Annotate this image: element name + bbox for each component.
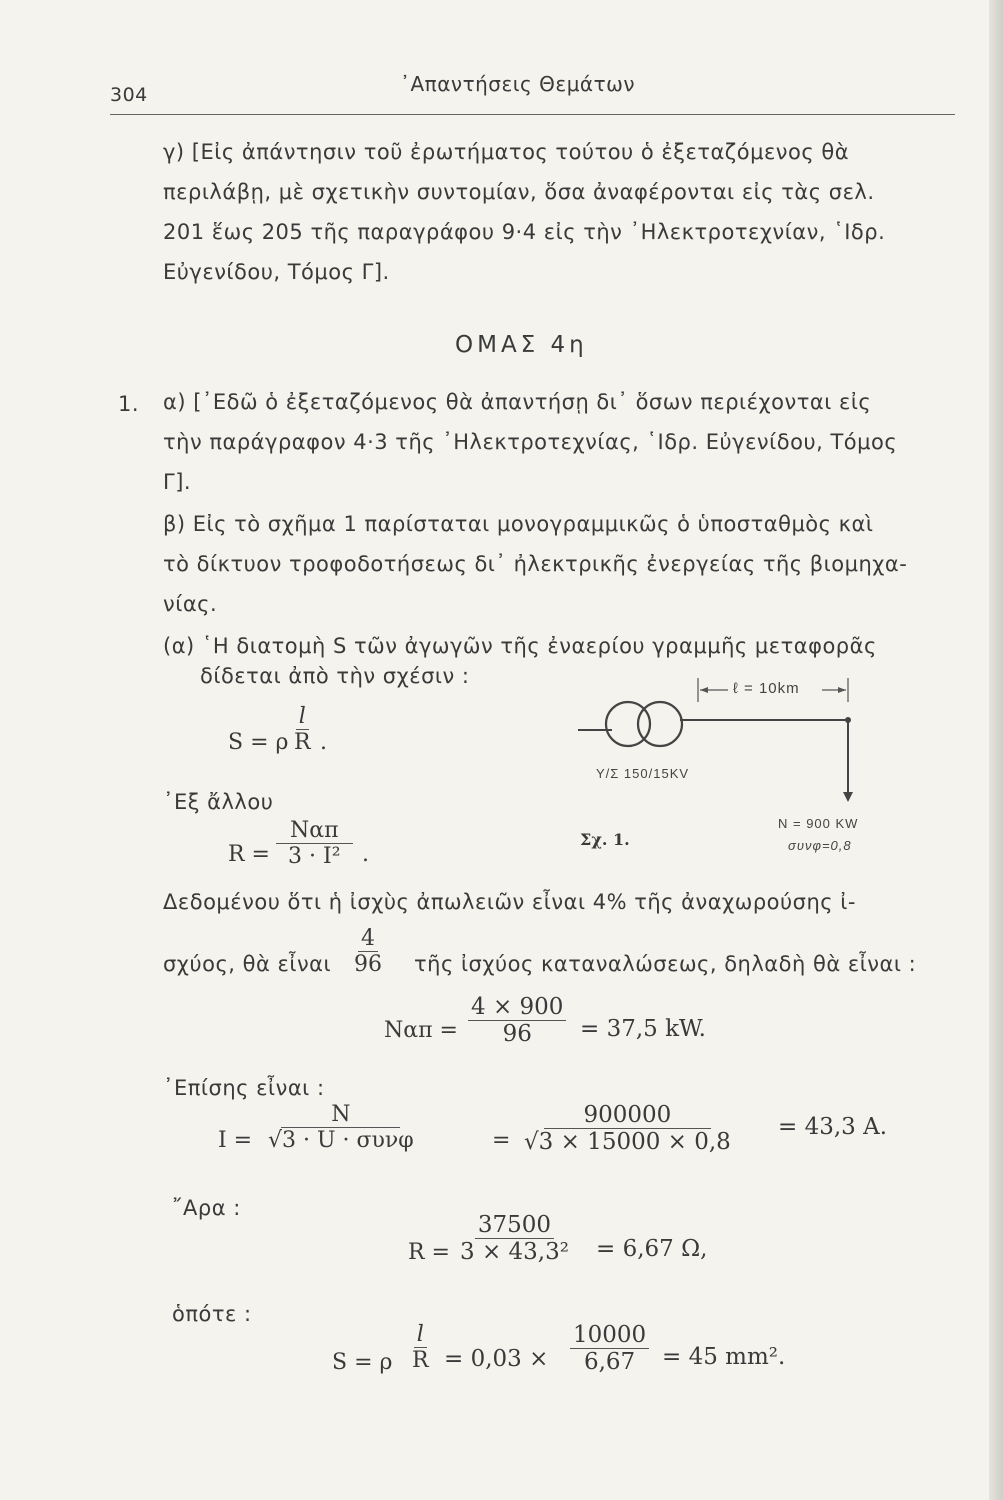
formula-s-den: R xyxy=(294,730,311,756)
ara-text: ῎Αρα : xyxy=(172,1196,241,1220)
alpha-line-2: τὴν παράγραφον 4·3 τῆς ᾽Ηλεκτροτεχνίας, ῾Ιδρ. Εὐγενίδου, Τόμος xyxy=(163,430,898,454)
formula-s2-fraction-1 xyxy=(412,1322,429,1375)
alpha-line-1: α) [᾽Εδῶ ὁ ἐξεταζόμενος θὰ ἀπαντήσῃ δι᾽ ὅσων περιέχονται εἰς xyxy=(163,390,872,414)
losses-line-2a: σχύος, θὰ εἶναι xyxy=(163,952,332,976)
page-number: 304 xyxy=(110,84,148,106)
gamma-line-2: περιλάβῃ, μὲ σχετικὴν συντομίαν, ὅσα ἀναφέρονται εἰς τὰς σελ. xyxy=(163,180,875,204)
page-edge xyxy=(989,0,1003,1500)
dimension-arrow-right-icon xyxy=(838,687,846,693)
formula-r-num: Nαπ xyxy=(276,818,353,844)
beta-line-1: β) Εἰς τὸ σχῆμα 1 παρίσταται μονογραμμικῶς ὁ ὑποσταθμὸς καὶ xyxy=(163,512,874,536)
formula-s-lhs: S = ρ xyxy=(228,730,289,755)
gamma-line-1: γ) [Εἰς ἀπάντησιν τοῦ ἐρωτήματος τούτου ὁ ἐξεταζόμενος θὰ xyxy=(163,140,850,164)
line-length-label: ℓ = 10km xyxy=(733,680,800,697)
formula-r-tail: . xyxy=(362,842,369,867)
item-number: 1. xyxy=(118,392,140,416)
load-arrow-icon xyxy=(843,792,853,802)
formula-r-lhs: R = xyxy=(228,842,270,867)
formula-nap-den: 96 xyxy=(502,1021,532,1048)
formula-r2-lhs: R = xyxy=(408,1240,450,1265)
sub-alpha-line-2: δίδεται ἀπὸ τὴν σχέσιν : xyxy=(200,664,470,688)
formula-s2-lhs: S = ρ xyxy=(332,1350,393,1375)
dimension-arrow-left-icon xyxy=(700,687,708,693)
formula-r2-num: 37500 xyxy=(475,1212,554,1239)
formula-i-fraction-1 xyxy=(268,1102,414,1155)
figure-caption: Σχ. 1. xyxy=(580,830,630,849)
transformer-label: Υ/Σ 150/15ΚV xyxy=(596,766,690,781)
formula-i-fraction-2 xyxy=(524,1102,731,1157)
alpha-line-3: Γ]. xyxy=(163,470,192,494)
formula-s2-num1: l xyxy=(414,1322,427,1348)
gamma-line-3: 201 ἕως 205 τῆς παραγράφου 9·4 εἰς τὴν ᾽Ηλεκτροτεχνίαν, ῾Ιδρ. xyxy=(163,220,886,244)
losses-line-1: Δεδομένου ὅτι ἡ ἰσχὺς ἀπωλειῶν εἶναι 4% τῆς ἀναχωρούσης ἰ- xyxy=(163,890,856,914)
formula-s-num: l xyxy=(296,704,309,730)
formula-i-num1: N xyxy=(281,1102,400,1128)
formula-i-num2: 900000 xyxy=(544,1102,712,1129)
opote-text: ὁπότε : xyxy=(172,1302,252,1326)
transformer-secondary-winding xyxy=(638,702,682,746)
load-power-label: N = 900 KW xyxy=(778,816,859,831)
formula-nap-fraction xyxy=(468,994,566,1049)
header-rule xyxy=(110,114,955,115)
episis-text: ᾽Επίσης εἶναι : xyxy=(163,1076,325,1100)
formula-i-den2: √3 × 15000 × 0,8 xyxy=(524,1129,731,1156)
formula-i-den1: √3 · U · συνφ xyxy=(268,1128,414,1154)
frac-4-96-den: 96 xyxy=(354,952,382,978)
formula-s2-den1: R xyxy=(412,1348,429,1374)
formula-i-result: = 43,3 A. xyxy=(778,1114,888,1140)
formula-nap-result: = 37,5 kW. xyxy=(580,1016,706,1042)
formula-r-den: 3 · I² xyxy=(288,844,341,870)
formula-r2-fraction xyxy=(460,1212,569,1267)
sub-alpha-line-1: (α) ῾Η διατομὴ S τῶν ἀγωγῶν τῆς ἐναερίου γραμμῆς μεταφορᾶς xyxy=(163,634,877,658)
formula-nap-lhs: Nαπ = xyxy=(384,1018,458,1043)
formula-s2-fraction-2 xyxy=(570,1322,649,1377)
formula-s2-mid: = 0,03 × xyxy=(444,1346,549,1372)
frac-4-96 xyxy=(354,926,382,979)
frac-4-96-num: 4 xyxy=(358,926,378,952)
formula-s2-num2: 10000 xyxy=(570,1322,649,1349)
gamma-line-4: Εὐγενίδου, Τόμος Γ]. xyxy=(163,260,390,284)
running-title: ᾽Απαντήσεις Θεμάτων xyxy=(400,72,636,96)
formula-i-lhs: I = xyxy=(218,1128,253,1153)
ex-allou: ᾽Εξ ἄλλου xyxy=(163,790,274,814)
formula-nap-num: 4 × 900 xyxy=(468,994,566,1021)
formula-r2-result: = 6,67 Ω, xyxy=(596,1236,708,1262)
section-heading: ΟΜΑΣ 4η xyxy=(455,332,588,358)
losses-line-2b: τῆς ἰσχύος καταναλώσεως, δηλαδὴ θὰ εἶναι : xyxy=(414,952,917,976)
formula-i-eq: = xyxy=(492,1128,511,1153)
formula-r-fraction xyxy=(276,818,353,871)
formula-r2-den: 3 × 43,3² xyxy=(460,1239,569,1266)
formula-s2-den2: 6,67 xyxy=(583,1349,636,1376)
formula-s2-result: = 45 mm². xyxy=(662,1344,786,1370)
beta-line-2: τὸ δίκτυον τροφοδοτήσεως δι᾽ ἠλεκτρικῆς ἐνεργείας τῆς βιομηχα- xyxy=(163,552,908,576)
load-pf-label: συνφ=0,8 xyxy=(788,838,852,853)
formula-s-fraction xyxy=(294,704,311,757)
beta-line-3: νίας. xyxy=(163,592,218,616)
formula-s-tail: . xyxy=(320,730,327,755)
